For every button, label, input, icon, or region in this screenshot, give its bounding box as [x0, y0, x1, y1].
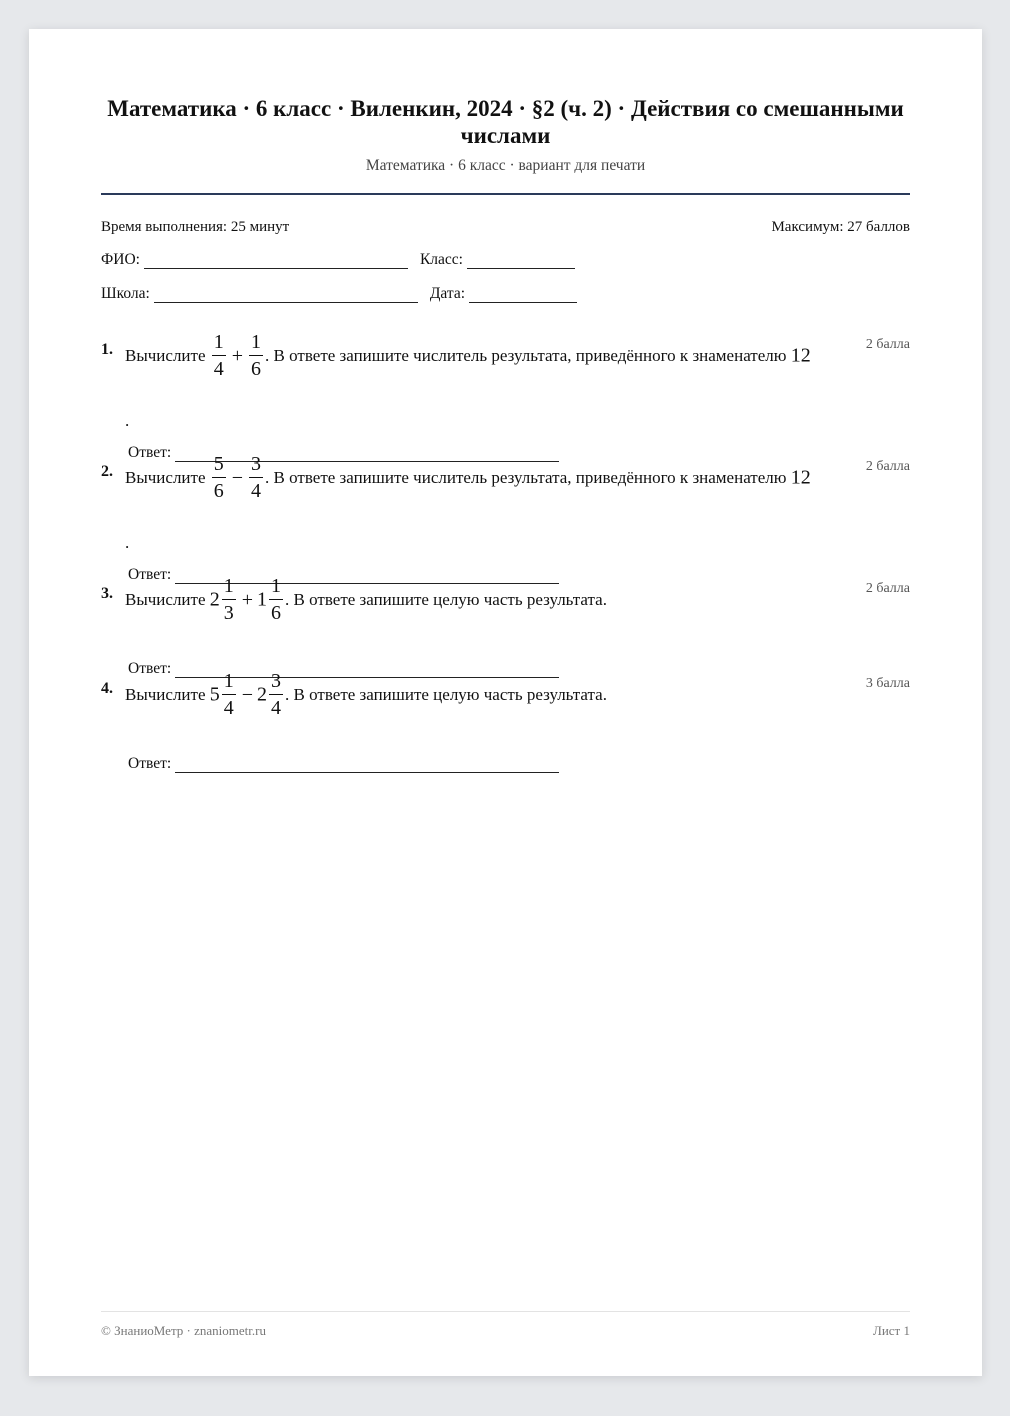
student-row [101, 251, 575, 269]
class-line[interactable] [467, 254, 575, 269]
task-1: 1. 2 балла Вычислите $\frac{1}{4}$ + $\frac{1}{6}$ . В ответе запишите числитель результата, приведённого к знаменателю 12 . [101, 331, 910, 430]
date-label: Дата: [429, 285, 466, 302]
fraction-a: $\frac{1}{4}$ [213, 331, 224, 380]
answer-label: Ответ: [128, 755, 172, 772]
max-score: Максимум: 27 баллов [771, 219, 910, 235]
task-number: 3. [101, 585, 113, 602]
class-label: Класс: [419, 251, 463, 268]
task-3 [101, 575, 910, 635]
page-footer [101, 1323, 910, 1339]
school-label: Школа: [101, 285, 150, 302]
header-divider [101, 193, 910, 195]
task-number: 4. [101, 680, 113, 697]
answer-label: Ответ: [128, 444, 172, 461]
task-number: 1. [101, 341, 113, 358]
task-4 [101, 670, 910, 730]
answer-label: Ответ: [128, 660, 172, 677]
page-title: Математика · 6 класс · Виленкин, 2024 · §2 (ч. 2) · Действия со смешанными числами [107, 96, 904, 148]
task-points: 3 балла [865, 676, 910, 691]
fio-label: ФИО: [101, 251, 140, 268]
fraction-b: $\frac{3}{4}$ [251, 453, 262, 502]
page-content [101, 29, 910, 1376]
copyright: © ЗнаниоМетр · znaniometr.ru [101, 1323, 266, 1338]
worksheet-page [29, 29, 982, 1376]
meta-row [101, 219, 910, 236]
task-number: 2. [101, 463, 113, 480]
fraction-a: $\frac{1}{4}$ [223, 670, 234, 719]
task-points: 2 балла [865, 337, 910, 352]
task-2: 2. 2 балла Вычислите $\frac{5}{6}$ − $\frac{3}{4}$ . В ответе запишите числитель результата, приведённого к знаменателю 12 . [101, 453, 910, 552]
school-line[interactable] [154, 288, 418, 303]
answer-line[interactable] [175, 758, 559, 773]
answer-row-4 [128, 755, 559, 773]
fraction-b: $\frac{1}{6}$ [251, 331, 262, 380]
task-text: Вычислите $\frac{1}{4}$ + $\frac{1}{6}$ . В ответе запишите числитель результата, приведённого к знаменателю 12 [125, 331, 811, 380]
answer-label: Ответ: [128, 566, 172, 583]
date-line[interactable] [469, 288, 577, 303]
fraction-a: $\frac{1}{3}$ [223, 575, 234, 624]
school-row [101, 285, 577, 303]
fio-line[interactable] [144, 254, 408, 269]
task-text: Вычислите 2 $\frac{1}{3}$ + 1 $\frac{1}{6}$ . В ответе запишите целую часть результата. [125, 575, 607, 624]
footer-divider [101, 1311, 910, 1312]
page-subtitle: Математика · 6 класс · вариант для печати [365, 157, 646, 174]
task-points: 2 балла [865, 459, 910, 474]
task-text: Вычислите 5 $\frac{1}{4}$ − 2 $\frac{3}{4}$ . В ответе запишите целую часть результата. [125, 670, 607, 719]
sheet-number: Лист 1 [873, 1323, 910, 1338]
fraction-b: $\frac{3}{4}$ [271, 670, 282, 719]
task-text: Вычислите $\frac{5}{6}$ − $\frac{3}{4}$ . В ответе запишите числитель результата, приведённого к знаменателю 12 [125, 453, 811, 502]
time-limit: Время выполнения: 25 минут [101, 219, 290, 235]
fraction-b: $\frac{1}{6}$ [271, 575, 282, 624]
task-points: 2 балла [865, 581, 910, 596]
fraction-a: $\frac{5}{6}$ [213, 453, 224, 502]
